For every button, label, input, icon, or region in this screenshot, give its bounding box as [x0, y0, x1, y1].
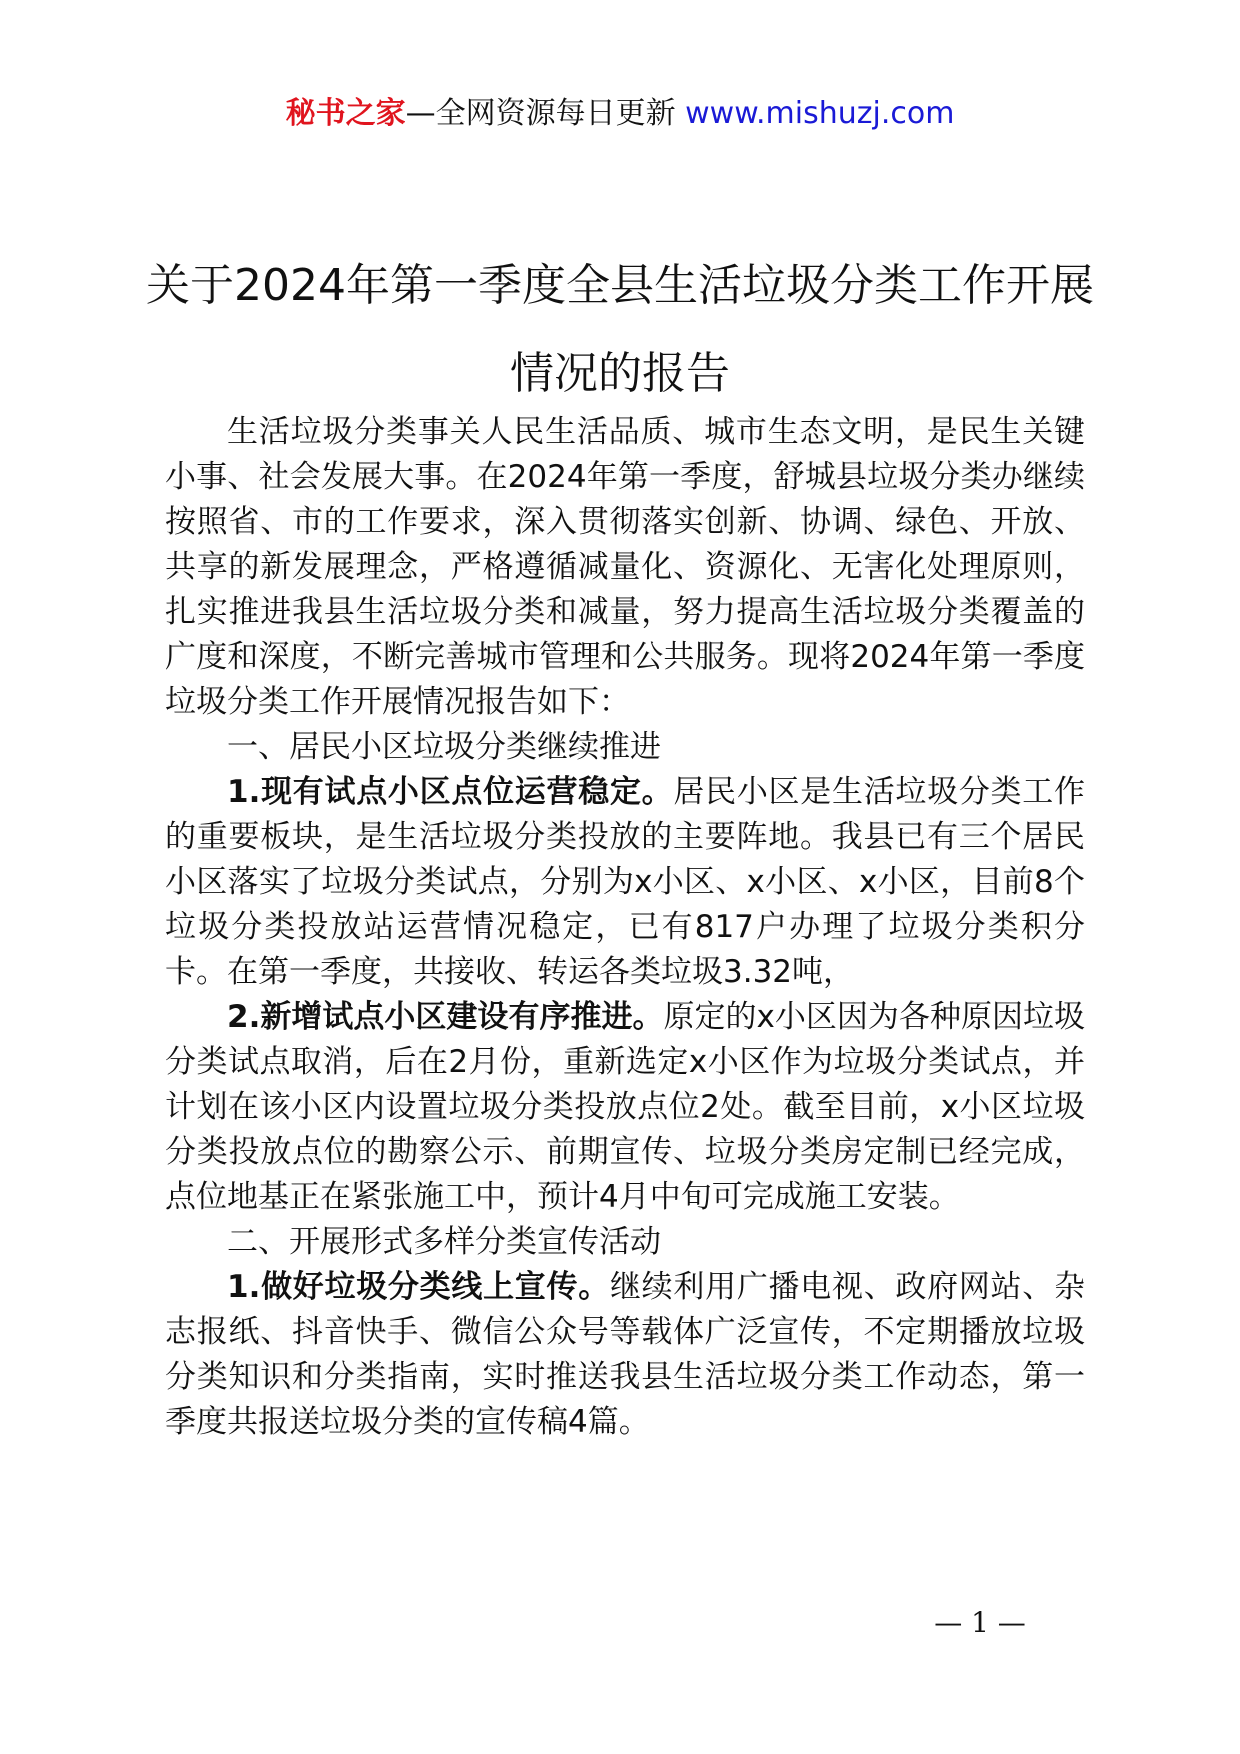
paragraph-3-lead: 1.做好垃圾分类线上宣传。: [227, 1269, 610, 1305]
paragraph-2: [165, 995, 1085, 1220]
site-url-link[interactable]: www.mishuzj.com: [685, 96, 955, 131]
site-tagline: —全网资源每日更新: [405, 96, 686, 131]
document-title: 关于2024年第一季度全县生活垃圾分类工作开展情况的报告: [146, 260, 1094, 399]
paragraph-1-text: 居民小区是生活垃圾分类工作的重要板块，是生活垃圾分类投放的主要阵地。我县已有三个居民小区落实了垃圾分类试点，分别为x小区、x小区、x小区，目前8个垃圾分类投放站运营情况稳定，已有817户办理了垃圾分类积分卡。在第一季度，共接收、转运各类垃圾3.32吨，: [165, 774, 1085, 990]
section-heading-2: 二、开展形式多样分类宣传活动: [227, 1224, 661, 1260]
document-body: [165, 410, 1085, 1445]
paragraph-3: [165, 1265, 1085, 1445]
site-brand: 秘书之家: [285, 96, 406, 131]
paragraph-1-lead: 1.现有试点小区点位运营稳定。: [227, 774, 674, 810]
paragraph-2-text: 原定的x小区因为各种原因垃圾分类试点取消，后在2月份，重新选定x小区作为垃圾分类试点，并计划在该小区内设置垃圾分类投放点位2处。截至目前，x小区垃圾分类投放点位的勘察公示、前期宣传、垃圾分类房定制已经完成，点位地基正在紧张施工中，预计4月中旬可完成施工安装。: [165, 999, 1085, 1215]
intro-paragraph: 生活垃圾分类事关人民生活品质、城市生态文明，是民生关键小事、社会发展大事。在2024年第一季度，舒城县垃圾分类办继续按照省、市的工作要求，深入贯彻落实创新、协调、绿色、开放、共享的新发展理念，严格遵循减量化、资源化、无害化处理原则，扎实推进我县生活垃圾分类和减量，努力提高生活垃圾分类覆盖的广度和深度，不断完善城市管理和公共服务。现将2024年第一季度垃圾分类工作开展情况报告如下：: [165, 414, 1085, 720]
section-heading-1: 一、居民小区垃圾分类继续推进: [227, 729, 661, 765]
site-banner: [0, 94, 1240, 134]
paragraph-2-lead: 2.新增试点小区建设有序推进。: [227, 999, 664, 1035]
page-number: — 1 —: [934, 1606, 1026, 1639]
paragraph-3-text: 继续利用广播电视、政府网站、杂志报纸、抖音快手、微信公众号等载体广泛宣传，不定期播放垃圾分类知识和分类指南，实时推送我县生活垃圾分类工作动态，第一季度共报送垃圾分类的宣传稿4篇。: [165, 1269, 1085, 1440]
paragraph-1: [165, 770, 1085, 995]
